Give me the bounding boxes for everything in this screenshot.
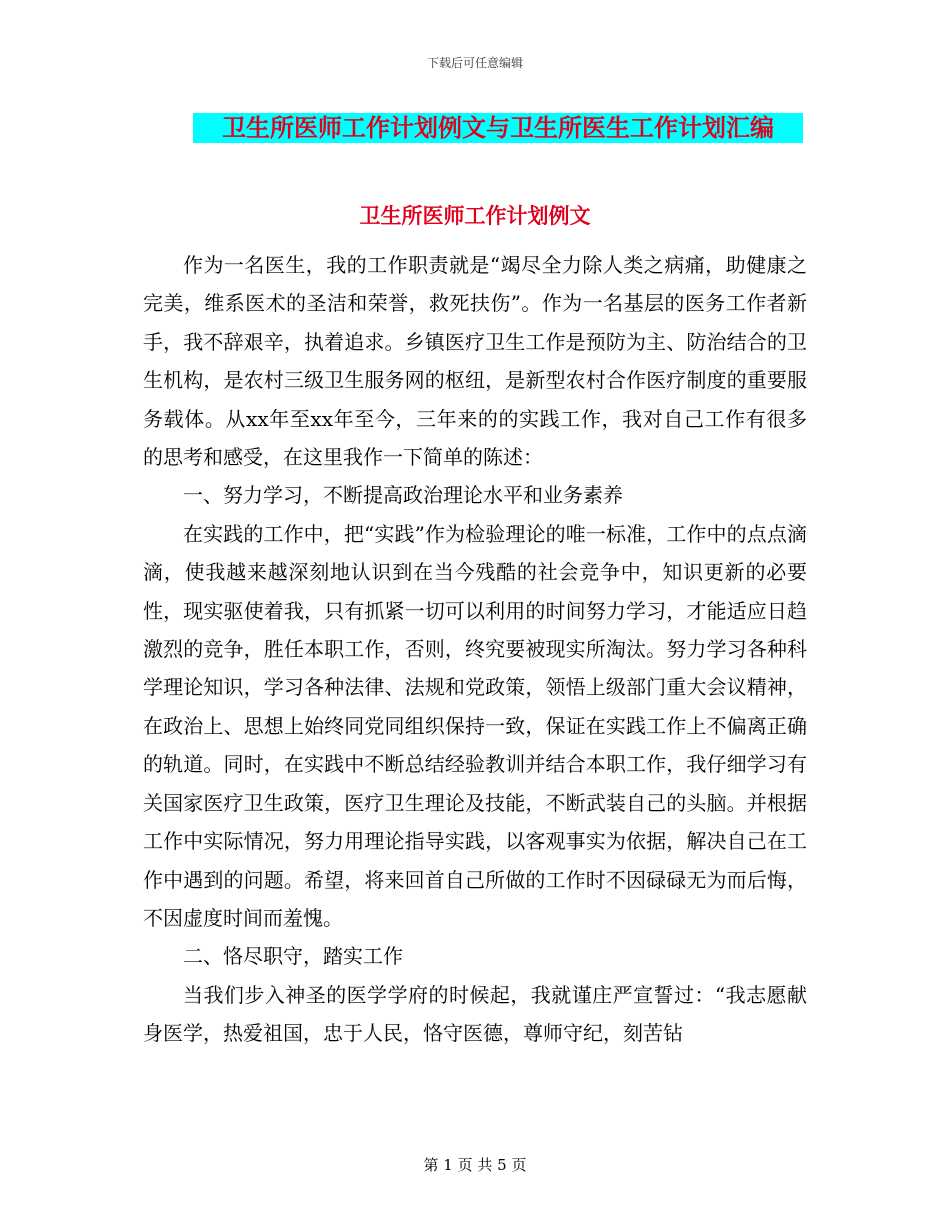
document-body xyxy=(143,246,807,1053)
sub-title: 卫生所医师工作计划例文 xyxy=(359,204,591,228)
header-note: 下载后可任意编辑 xyxy=(426,56,523,70)
paragraph-study: 在实践的工作中，把“实践”作为检验理论的唯一标准，工作中的点点滴滴，使我越来越深刻地认识到在当今残酷的社会竞争中，知识更新的必要性，现实驱使着我，只有抓紧一切可以利用的时间努力学习，才能适应日趋激烈的竞争，胜任本职工作，否则，终究要被现实所淘汰。努力学习各种科学理论知识，学习各种法律、法规和党政策，领悟上级部门重大会议精神，在政治上、思想上始终同党同组织保持一致，保证在实践工作上不偏离正确的轨道。同时，在实践中不断总结经验教训并结合本职工作，我仔细学习有关国家医疗卫生政策，医疗卫生理论及技能，不断武装自己的头脑。并根据工作中实际情况，努力用理论指导实践，以客观事实为依据，解决自己在工作中遇到的问题。希望，将来回首自己所做的工作时不因碌碌无为而后悔，不因虚度时间而羞愧。 xyxy=(143,521,807,930)
main-title: 卫生所医师工作计划例文与卫生所医生工作计划汇编 xyxy=(222,114,774,142)
paragraph-duty: 当我们步入神圣的医学学府的时候起，我就谨庄严宣誓过：“我志愿献身医学，热爱祖国，忠于人民，恪守医德，尊师守纪，刻苦钻 xyxy=(143,982,807,1046)
section-heading-1: 一、努力学习，不断提高政治理论水平和业务素养 xyxy=(183,483,623,508)
paragraph-intro: 作为一名医生，我的工作职责就是“竭尽全力除人类之病痛，助健康之完美，维系医术的圣洁和荣誉，救死扶伤”。作为一名基层的医务工作者新手，我不辞艰辛，执着追求。乡镇医疗卫生工作是预防为主、防治结合的卫生机构，是农村三级卫生服务网的枢纽，是新型农村合作医疗制度的重要服务载体。从xx年至xx年至今，三年来的的实践工作，我对自己工作有很多的思考和感受，在这里我作一下简单的陈述： xyxy=(143,253,807,470)
section-heading-2: 二、恪尽职守，踏实工作 xyxy=(183,944,403,969)
page-footer: 第 1 页 共 5 页 xyxy=(423,1156,527,1174)
